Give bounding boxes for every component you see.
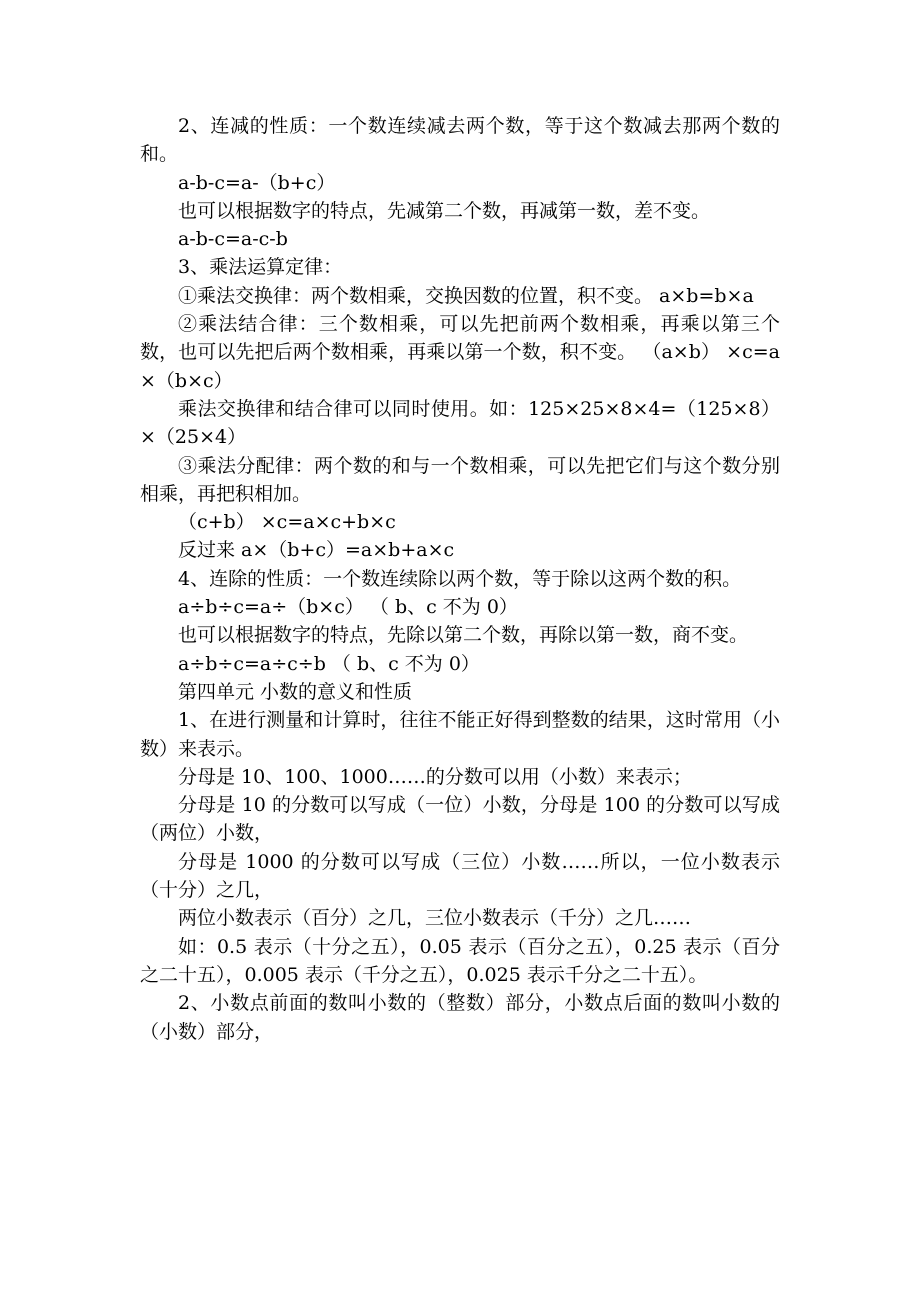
paragraph-subtraction-order: 也可以根据数字的特点，先减第二个数，再减第一数，差不变。 (178, 199, 711, 222)
paragraph-denominators: 分母是 10、100、1000……的分数可以用（小数）来表示； (178, 765, 692, 788)
document-body (140, 112, 780, 1046)
paragraph-division-order: 也可以根据数字的特点，先除以第二个数，再除以第一数，商不变。 (178, 624, 749, 647)
paragraph-associative-law: ②乘法结合律：三个数相乘，可以先把前两个数相乘，再乘以第三个数，也可以先把后两个数相乘，再乘以第一个数，积不变。 （a×b） ×c=a×（b×c） (140, 313, 780, 392)
formula-subtraction-2: a-b-c=a-c-b (178, 228, 288, 251)
formula-division-1: a÷b÷c=a÷（b×c） （ b、c 不为 0） (178, 596, 518, 619)
paragraph-decimal-parts: 2、小数点前面的数叫小数的（整数）部分，小数点后面的数叫小数的（小数）部分， (140, 992, 780, 1043)
paragraph-three-places: 分母是 1000 的分数可以写成（三位）小数……所以，一位小数表示（十分）之几， (140, 850, 780, 902)
formula-division-2: a÷b÷c=a÷c÷b （ b、c 不为 0） (178, 652, 480, 675)
formula-subtraction-1: a-b-c=a-（b+c） (178, 171, 336, 194)
paragraph-distributive-law: ③乘法分配律：两个数的和与一个数相乘，可以先把它们与这个数分别相乘，再把积相加。 (140, 454, 780, 505)
paragraph-commutative-law: ①乘法交换律：两个数相乘，交换因数的位置，积不变。 a×b=b×a (178, 284, 754, 307)
formula-distributive-1: （c+b） ×c=a×c+b×c (178, 511, 396, 534)
heading-multiplication-laws: 3、乘法运算定律： (178, 256, 343, 279)
paragraph-combined-use: 乘法交换律和结合律可以同时使用。如：125×25×8×4=（125×8）×（25×4） (140, 397, 780, 449)
paragraph-decimal-intro: 1、在进行测量和计算时，往往不能正好得到整数的结果，这时常用（小数）来表示。 (140, 709, 780, 760)
heading-unit-four: 第四单元 小数的意义和性质 (178, 680, 413, 703)
paragraph-one-two-places: 分母是 10 的分数可以写成（一位）小数，分母是 100 的分数可以写成（两位）小数， (140, 794, 780, 845)
paragraph-examples: 如：0.5 表示（十分之五），0.05 表示（百分之五），0.25 表示（百分之二十五），0.005 表示（千分之五），0.025 表示千分之二十五）。 (140, 935, 780, 986)
paragraph-hundredths-thousandths: 两位小数表示（百分）之几，三位小数表示（千分）之几…… (178, 907, 692, 930)
paragraph-division-property: 4、连除的性质：一个数连续除以两个数，等于除以这两个数的积。 (178, 567, 742, 590)
paragraph-subtraction-property: 2、连减的性质：一个数连续减去两个数，等于这个数减去那两个数的和。 (140, 115, 780, 166)
formula-distributive-2: 反过来 a×（b+c）=a×b+a×c (178, 539, 455, 562)
